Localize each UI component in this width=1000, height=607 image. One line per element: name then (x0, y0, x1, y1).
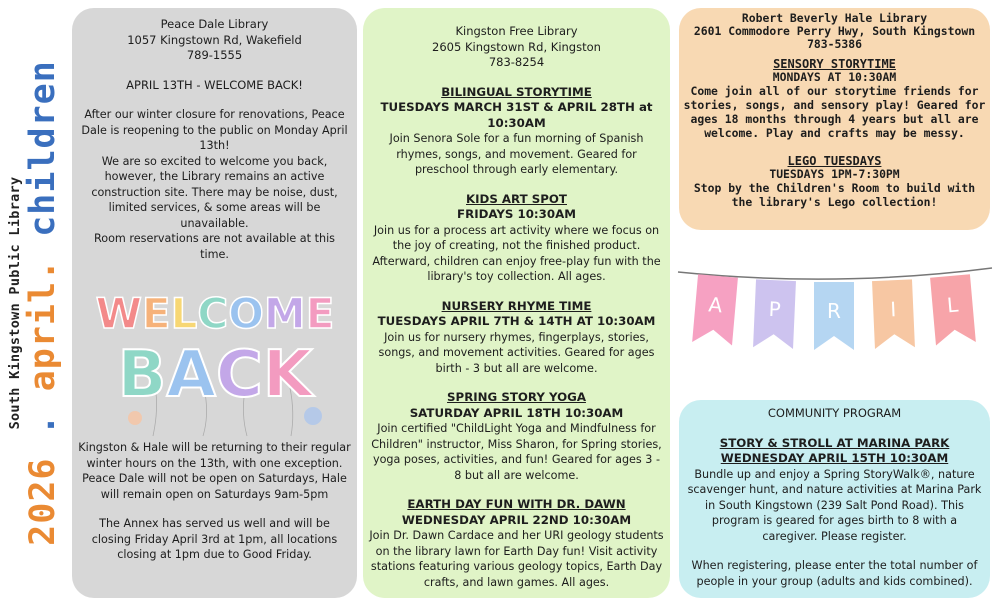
event-description: Join Dr. Dawn Cardace and her URI geology students on the library lawn for Earth Day fun! Visit activity stations featuring various geology topics, Earth Day crafts, and lawn games. All ages. (369, 529, 664, 589)
welcome-balloon-word (95, 289, 334, 338)
event-description: Join us for nursery rhymes, fingerplays, stories, songs, and movement activities. Geared for ages birth - 3 but all are welcome. (378, 330, 655, 375)
hale-address: 2601 Commodore Perry Hwy, South Kingstown (693, 24, 976, 38)
community-heading: COMMUNITY PROGRAM (767, 406, 902, 420)
event-nursery-rhyme-time (369, 299, 664, 377)
peace-dale-name: Peace Dale Library (160, 17, 269, 31)
kingston-address: 2605 Kingstown Rd, Kingston (432, 39, 601, 54)
event-sensory-storytime (683, 57, 986, 140)
balloon-letter: A (165, 338, 216, 412)
construction-paragraph: We are so excited to welcome you back, however, the Library remains an active construction site. There may be noise, dust, limited services, & some areas will be unavailable. (91, 154, 338, 230)
balloon-letter: B (117, 338, 166, 412)
balloon-letter: K (262, 338, 312, 412)
event-when: TUESDAYS APRIL 7TH & 14TH AT 10:30AM (377, 314, 656, 328)
balloon-letter: C (215, 338, 263, 412)
newsletter-title (23, 3, 63, 603)
peace-dale-phone: 789-1555 (186, 48, 243, 62)
kingston-name: Kingston Free Library (455, 24, 578, 38)
community-event-when: WEDNESDAY APRIL 15TH 10:30AM (720, 451, 949, 465)
room-reservation-note: Room reservations are not available at this time. (93, 232, 336, 261)
event-title: BILINGUAL STORYTIME (441, 84, 592, 99)
annex-closing-paragraph: The Annex has served us well and will be closing Friday April 3rd at 1pm, all locations closing at 1pm due to Good Friday. (91, 517, 338, 561)
title-month: april. (23, 258, 63, 392)
balloon-letter: E (305, 289, 334, 338)
side-title (0, 0, 70, 607)
title-audience: children (23, 60, 63, 237)
hale-panel (679, 8, 990, 230)
pennant-flag (872, 279, 915, 349)
event-title: KIDS ART SPOT (466, 191, 567, 206)
side-title-text (7, 3, 63, 603)
pennant-letter: L (945, 292, 960, 318)
event-bilingual-storytime (369, 85, 664, 178)
event-description: Join Senora Sole for a fun morning of Spanish rhymes, songs, and movement. Geared for preschool through early elementary. (389, 132, 644, 176)
event-description: Join certified "ChildLight Yoga and Mindfulness for Children" instructor, Miss Sharon, for Spring stories, yoga poses, activities, and fun! Geared for ages 3 - 8 but all are welcome. (371, 422, 662, 482)
peace-dale-address: 1057 Kingstown Rd, Wakefield (127, 32, 302, 47)
event-earth-day-fun (369, 497, 664, 590)
event-when: FRIDAYS 10:30AM (457, 207, 576, 221)
event-title: SPRING STORY YOGA (447, 390, 586, 404)
event-when: MONDAYS AT 10:30AM (772, 70, 897, 84)
community-event-title: STORY & STROLL AT MARINA PARK (719, 435, 950, 450)
balloon-letter: O (227, 289, 264, 338)
pennant-flag (930, 274, 976, 345)
community-panel (679, 400, 990, 598)
winter-hours-paragraph: Kingston & Hale will be returning to their regular winter hours on the 13th, with one exception. Peace Dale will not be open on Saturdays, Hale will remain open on Saturdays 9am-5pm (78, 441, 351, 501)
title-separator: . (23, 413, 63, 436)
balloon-letter: E (141, 289, 171, 338)
event-title: SENSORY STORYTIME (773, 57, 896, 71)
library-system-name: South Kingstown Public Library (7, 176, 23, 430)
pennant-letter: P (768, 296, 782, 322)
pennant-flag (814, 282, 854, 350)
kingston-panel (363, 8, 670, 598)
balloon-letter: L (170, 289, 197, 338)
peace-dale-headline: APRIL 13TH - WELCOME BACK! (126, 77, 303, 92)
event-when: WEDNESDAY APRIL 22ND 10:30AM (401, 512, 632, 527)
back-balloon-word (117, 338, 314, 412)
april-pennant-banner (676, 258, 994, 368)
pennant-letter: A (707, 292, 724, 318)
kingston-phone: 783-8254 (488, 55, 545, 69)
pennant-letter: R (827, 299, 841, 323)
title-year: 2026 (23, 457, 63, 546)
event-description: Join us for a process art activity where we focus on the joy of creating, not the finished product. Afterward, children can enjoy free-play fun with the library's toy collection. All ages. (372, 223, 661, 283)
event-title: EARTH DAY FUN WITH DR. DAWN (407, 497, 626, 511)
balloon-letter: W (95, 289, 142, 338)
event-description: Come join all of our storytime friends for stories, songs, and sensory play! Geared for ages 18 months through 4 years but all are welcome. Play and crafts may be messy. (683, 84, 986, 140)
hale-phone: 783-5386 (807, 37, 862, 51)
pennant-graphic (676, 258, 994, 368)
event-description: Stop by the Children's Room to build with the library's Lego collection! (693, 181, 976, 209)
balloon-letter: M (263, 289, 306, 338)
reopening-paragraph: After our winter closure for renovations, Peace Dale is reopening to the public on Monday April 13th! (81, 108, 348, 152)
hale-name: Robert Beverly Hale Library (741, 11, 928, 25)
balloon-letter: C (196, 289, 228, 338)
event-spring-story-yoga (369, 390, 664, 483)
pennant-letter: I (889, 297, 897, 322)
pennant-flag (692, 274, 738, 345)
event-when: SATURDAY APRIL 18TH 10:30AM (409, 405, 624, 420)
event-title: NURSERY RHYME TIME (441, 298, 592, 313)
event-when: TUESDAYS MARCH 31ST & APRIL 28TH at 10:30AM (380, 100, 653, 130)
event-title: LEGO TUESDAYS (787, 154, 882, 168)
pennant-flag (753, 279, 796, 349)
peace-dale-panel (72, 8, 357, 598)
event-kids-art-spot (369, 192, 664, 285)
event-when: TUESDAYS 1PM-7:30PM (769, 167, 900, 181)
welcome-back-balloon-art (95, 268, 335, 438)
event-lego-tuesdays (683, 154, 986, 209)
registration-note: When registering, please enter the total number of people in your group (adults and kids combined). (691, 559, 978, 588)
balloon-letters-graphic (95, 268, 335, 438)
community-event-description: Bundle up and enjoy a Spring StoryWalk®, nature scavenger hunt, and nature activities at Marina Park in South Kingstown (239 Salt Pond Road). This program is geared for ages birth to 8 with a caregiver. Please register. (687, 467, 982, 543)
